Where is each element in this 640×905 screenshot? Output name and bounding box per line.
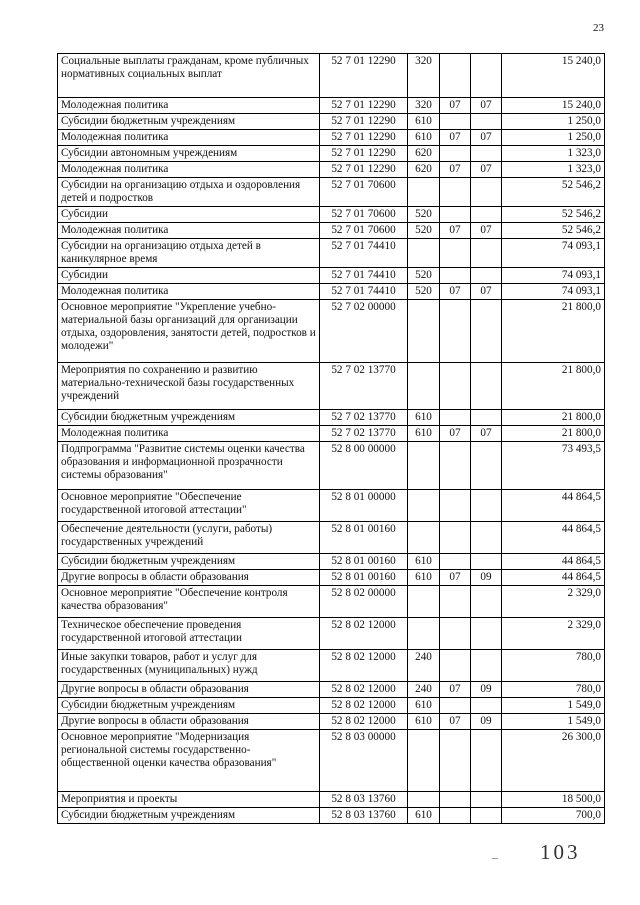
cell-target-code: 52 8 01 00160	[320, 522, 408, 554]
cell-amount: 1 323,0	[502, 162, 605, 178]
cell-target-code: 52 8 02 12000	[320, 698, 408, 714]
cell-section	[440, 586, 471, 618]
cell-section	[440, 54, 471, 98]
cell-subsection	[471, 54, 502, 98]
cell-amount: 21 800,0	[502, 363, 605, 410]
cell-subsection: 07	[471, 284, 502, 300]
cell-expense-type: 520	[408, 268, 440, 284]
cell-name: Подпрограмма "Развитие системы оценки качества образования и информационной прозрачности системы образования"	[58, 442, 320, 490]
cell-expense-type: 240	[408, 650, 440, 682]
cell-target-code: 52 8 00 00000	[320, 442, 408, 490]
cell-expense-type: 610	[408, 410, 440, 426]
cell-subsection	[471, 650, 502, 682]
table-row	[58, 54, 605, 98]
cell-target-code: 52 7 01 12290	[320, 54, 408, 98]
cell-expense-type	[408, 239, 440, 268]
cell-subsection	[471, 239, 502, 268]
cell-amount: 73 493,5	[502, 442, 605, 490]
cell-amount: 2 329,0	[502, 586, 605, 618]
cell-amount: 780,0	[502, 682, 605, 698]
cell-name: Субсидии бюджетным учреждениям	[58, 410, 320, 426]
cell-expense-type	[408, 490, 440, 522]
cell-subsection	[471, 268, 502, 284]
cell-name: Молодежная политика	[58, 426, 320, 442]
cell-expense-type	[408, 522, 440, 554]
cell-amount: 15 240,0	[502, 98, 605, 114]
cell-target-code: 52 8 02 12000	[320, 650, 408, 682]
cell-name: Субсидии автономным учреждениям	[58, 146, 320, 162]
table-row	[58, 682, 605, 698]
cell-name: Социальные выплаты гражданам, кроме публичных нормативных социальных выплат	[58, 54, 320, 98]
cell-target-code: 52 7 02 13770	[320, 410, 408, 426]
cell-section: 07	[440, 714, 471, 730]
cell-expense-type: 610	[408, 698, 440, 714]
table-row	[58, 586, 605, 618]
cell-name: Техническое обеспечение проведения государственной итоговой аттестации	[58, 618, 320, 650]
cell-name: Молодежная политика	[58, 130, 320, 146]
cell-expense-type: 610	[408, 570, 440, 586]
table-row	[58, 268, 605, 284]
cell-expense-type: 620	[408, 162, 440, 178]
cell-expense-type	[408, 586, 440, 618]
cell-target-code: 52 7 01 74410	[320, 268, 408, 284]
cell-name: Мероприятия и проекты	[58, 792, 320, 808]
cell-target-code: 52 7 01 12290	[320, 98, 408, 114]
table-row	[58, 792, 605, 808]
cell-amount: 15 240,0	[502, 54, 605, 98]
table-row	[58, 162, 605, 178]
cell-target-code: 52 7 01 12290	[320, 162, 408, 178]
table-row	[58, 130, 605, 146]
cell-subsection	[471, 730, 502, 792]
cell-section	[440, 618, 471, 650]
cell-name: Основное мероприятие "Обеспечение государственной итоговой аттестации"	[58, 490, 320, 522]
table-row	[58, 570, 605, 586]
table-row	[58, 363, 605, 410]
cell-expense-type: 620	[408, 146, 440, 162]
cell-target-code: 52 8 01 00000	[320, 490, 408, 522]
table-row	[58, 442, 605, 490]
cell-subsection: 09	[471, 714, 502, 730]
cell-expense-type: 320	[408, 54, 440, 98]
cell-expense-type: 240	[408, 682, 440, 698]
cell-name: Молодежная политика	[58, 162, 320, 178]
cell-amount: 52 546,2	[502, 223, 605, 239]
table-row	[58, 410, 605, 426]
table-row	[58, 146, 605, 162]
cell-target-code: 52 7 02 13770	[320, 426, 408, 442]
cell-target-code: 52 8 01 00160	[320, 554, 408, 570]
cell-expense-type: 610	[408, 130, 440, 146]
cell-expense-type: 320	[408, 98, 440, 114]
cell-subsection	[471, 618, 502, 650]
cell-subsection	[471, 300, 502, 363]
cell-target-code: 52 8 02 12000	[320, 618, 408, 650]
cell-target-code: 52 8 03 13760	[320, 792, 408, 808]
table-row	[58, 207, 605, 223]
cell-name: Молодежная политика	[58, 98, 320, 114]
cell-target-code: 52 7 01 70600	[320, 223, 408, 239]
cell-section: 07	[440, 284, 471, 300]
cell-target-code: 52 7 01 12290	[320, 114, 408, 130]
table-row	[58, 554, 605, 570]
cell-expense-type	[408, 792, 440, 808]
cell-name: Другие вопросы в области образования	[58, 570, 320, 586]
cell-subsection: 07	[471, 223, 502, 239]
cell-section	[440, 207, 471, 223]
cell-target-code: 52 8 03 13760	[320, 808, 408, 824]
cell-expense-type: 610	[408, 554, 440, 570]
cell-subsection	[471, 207, 502, 223]
cell-expense-type	[408, 178, 440, 207]
cell-amount: 74 093,1	[502, 268, 605, 284]
cell-target-code: 52 7 01 70600	[320, 178, 408, 207]
cell-name: Основное мероприятие "Укрепление учебно-материальной базы организаций для организации отдыха, оздоровления, занятости детей, подростков и молодежи"	[58, 300, 320, 363]
cell-section: 07	[440, 130, 471, 146]
cell-amount: 1 549,0	[502, 714, 605, 730]
cell-name: Основное мероприятие "Модернизация региональной системы государственно-общественной оценки качества образования"	[58, 730, 320, 792]
cell-name: Субсидии бюджетным учреждениям	[58, 554, 320, 570]
cell-name: Основное мероприятие "Обеспечение контроля качества образования"	[58, 586, 320, 618]
cell-name: Другие вопросы в области образования	[58, 714, 320, 730]
cell-subsection	[471, 442, 502, 490]
cell-target-code: 52 7 01 12290	[320, 130, 408, 146]
cell-amount: 780,0	[502, 650, 605, 682]
table-row	[58, 490, 605, 522]
cell-name: Молодежная политика	[58, 223, 320, 239]
cell-name: Субсидии	[58, 268, 320, 284]
table-row	[58, 239, 605, 268]
cell-subsection	[471, 363, 502, 410]
cell-name: Субсидии бюджетным учреждениям	[58, 114, 320, 130]
table-row	[58, 284, 605, 300]
cell-expense-type	[408, 618, 440, 650]
cell-amount: 1 323,0	[502, 146, 605, 162]
table-row	[58, 300, 605, 363]
cell-subsection: 07	[471, 162, 502, 178]
cell-amount: 21 800,0	[502, 426, 605, 442]
cell-section: 07	[440, 223, 471, 239]
cell-name: Другие вопросы в области образования	[58, 682, 320, 698]
cell-subsection	[471, 490, 502, 522]
cell-name: Субсидии	[58, 207, 320, 223]
cell-section: 07	[440, 98, 471, 114]
table-row	[58, 522, 605, 554]
cell-section	[440, 178, 471, 207]
cell-section	[440, 522, 471, 554]
cell-subsection: 09	[471, 682, 502, 698]
cell-subsection	[471, 178, 502, 207]
table-row	[58, 426, 605, 442]
table-row	[58, 98, 605, 114]
cell-amount: 2 329,0	[502, 618, 605, 650]
cell-expense-type	[408, 300, 440, 363]
cell-section	[440, 268, 471, 284]
table-row	[58, 730, 605, 792]
cell-expense-type: 610	[408, 114, 440, 130]
cell-amount: 18 500,0	[502, 792, 605, 808]
cell-target-code: 52 8 01 00160	[320, 570, 408, 586]
cell-section	[440, 442, 471, 490]
cell-section	[440, 239, 471, 268]
cell-name: Молодежная политика	[58, 284, 320, 300]
footer-dash: –	[492, 850, 498, 864]
cell-amount: 44 864,5	[502, 490, 605, 522]
cell-subsection	[471, 586, 502, 618]
cell-subsection	[471, 554, 502, 570]
cell-expense-type: 610	[408, 714, 440, 730]
cell-expense-type: 520	[408, 207, 440, 223]
cell-section	[440, 554, 471, 570]
table-row	[58, 808, 605, 824]
cell-subsection	[471, 792, 502, 808]
cell-subsection	[471, 698, 502, 714]
cell-amount: 52 546,2	[502, 178, 605, 207]
cell-subsection: 07	[471, 98, 502, 114]
cell-amount: 700,0	[502, 808, 605, 824]
table-row	[58, 714, 605, 730]
table-row	[58, 698, 605, 714]
budget-table	[57, 53, 605, 824]
cell-target-code: 52 8 02 00000	[320, 586, 408, 618]
cell-amount: 26 300,0	[502, 730, 605, 792]
cell-expense-type: 610	[408, 808, 440, 824]
table-row	[58, 178, 605, 207]
cell-target-code: 52 7 01 74410	[320, 284, 408, 300]
table-row	[58, 650, 605, 682]
cell-name: Субсидии на организацию отдыха и оздоровления детей и подростков	[58, 178, 320, 207]
cell-amount: 74 093,1	[502, 284, 605, 300]
cell-section: 07	[440, 570, 471, 586]
cell-subsection	[471, 146, 502, 162]
cell-amount: 1 549,0	[502, 698, 605, 714]
table-row	[58, 114, 605, 130]
cell-subsection: 07	[471, 130, 502, 146]
page-stamp-number: 103	[540, 840, 581, 864]
cell-section: 07	[440, 682, 471, 698]
cell-amount: 74 093,1	[502, 239, 605, 268]
cell-amount: 21 800,0	[502, 410, 605, 426]
table-row	[58, 223, 605, 239]
cell-target-code: 52 7 02 00000	[320, 300, 408, 363]
budget-table-body	[58, 54, 605, 824]
cell-subsection: 07	[471, 426, 502, 442]
cell-section	[440, 363, 471, 410]
cell-target-code: 52 7 01 70600	[320, 207, 408, 223]
cell-amount: 52 546,2	[502, 207, 605, 223]
cell-subsection	[471, 808, 502, 824]
cell-section	[440, 146, 471, 162]
cell-section	[440, 300, 471, 363]
cell-name: Субсидии бюджетным учреждениям	[58, 698, 320, 714]
cell-section: 07	[440, 426, 471, 442]
cell-name: Обеспечение деятельности (услуги, работы) государственных учреждений	[58, 522, 320, 554]
cell-expense-type	[408, 730, 440, 792]
cell-subsection	[471, 410, 502, 426]
cell-expense-type: 520	[408, 223, 440, 239]
cell-subsection	[471, 114, 502, 130]
cell-section	[440, 792, 471, 808]
cell-subsection: 09	[471, 570, 502, 586]
cell-target-code: 52 7 01 12290	[320, 146, 408, 162]
cell-target-code: 52 8 02 12000	[320, 682, 408, 698]
cell-section	[440, 808, 471, 824]
cell-expense-type: 610	[408, 426, 440, 442]
page-number: 23	[593, 22, 604, 34]
cell-name: Иные закупки товаров, работ и услуг для государственных (муниципальных) нужд	[58, 650, 320, 682]
cell-target-code: 52 7 01 74410	[320, 239, 408, 268]
cell-amount: 1 250,0	[502, 130, 605, 146]
cell-amount: 44 864,5	[502, 554, 605, 570]
table-row	[58, 618, 605, 650]
cell-expense-type	[408, 363, 440, 410]
cell-section	[440, 650, 471, 682]
cell-name: Мероприятия по сохранению и развитию материально-технической базы государственных учреждений	[58, 363, 320, 410]
cell-amount: 1 250,0	[502, 114, 605, 130]
cell-target-code: 52 8 02 12000	[320, 714, 408, 730]
cell-section	[440, 698, 471, 714]
cell-section	[440, 490, 471, 522]
cell-amount: 44 864,5	[502, 570, 605, 586]
cell-section	[440, 114, 471, 130]
cell-subsection	[471, 522, 502, 554]
cell-section	[440, 410, 471, 426]
cell-section: 07	[440, 162, 471, 178]
cell-amount: 44 864,5	[502, 522, 605, 554]
cell-expense-type	[408, 442, 440, 490]
cell-name: Субсидии бюджетным учреждениям	[58, 808, 320, 824]
cell-section	[440, 730, 471, 792]
cell-expense-type: 520	[408, 284, 440, 300]
cell-target-code: 52 8 03 00000	[320, 730, 408, 792]
cell-amount: 21 800,0	[502, 300, 605, 363]
cell-name: Субсидии на организацию отдыха детей в каникулярное время	[58, 239, 320, 268]
cell-target-code: 52 7 02 13770	[320, 363, 408, 410]
